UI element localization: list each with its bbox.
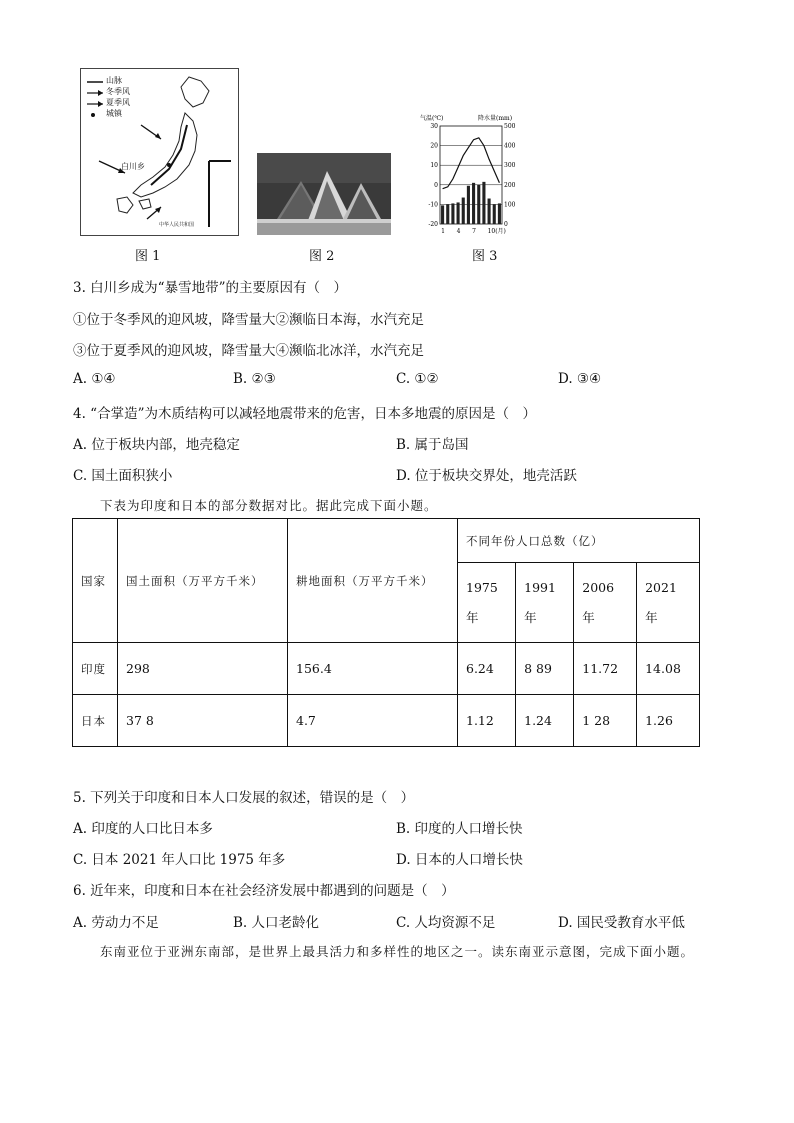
question-6-option-c[interactable]: C. 人均资源不足 (396, 915, 496, 931)
question-3-option-a[interactable]: A. ①④ (73, 371, 116, 387)
cell-population: 1.24 (516, 695, 574, 747)
left-tick-label: -10 (428, 201, 438, 209)
place-label-shirakawa: 白川乡 (121, 162, 145, 171)
precipitation-bar (498, 203, 501, 224)
table-row-japan (73, 695, 700, 747)
cell-arable-area: 4.7 (288, 695, 458, 747)
precipitation-bar (493, 204, 496, 224)
question-3-option-c[interactable]: C. ①② (396, 371, 439, 387)
table-row-india (73, 643, 700, 695)
precipitation-bar (446, 204, 449, 224)
question-3-statement-1: ①位于冬季风的迎风坡，降雪量大②濒临日本海，水汽充足 (73, 312, 424, 328)
right-tick-label: 400 (504, 142, 516, 150)
question-6-stem: 6. 近年来，印度和日本在社会经济发展中都遇到的问题是（ ） (73, 883, 455, 899)
header-year: 1991 年 (516, 563, 574, 643)
left-axis-label: 气温(℃) (420, 115, 444, 122)
cell-population: 14.08 (637, 643, 700, 695)
data-table (72, 518, 700, 747)
legend-town: 城镇 (106, 109, 122, 118)
cell-population: 1 28 (574, 695, 637, 747)
cell-population: 8 89 (516, 643, 574, 695)
right-tick-label: 300 (504, 162, 516, 170)
precipitation-bar (467, 186, 470, 224)
precipitation-bar (462, 198, 465, 224)
question-6-option-b[interactable]: B. 人口老龄化 (233, 915, 320, 931)
header-year: 2021 年 (637, 563, 700, 643)
cell-country: 印度 (73, 643, 118, 695)
right-axis-label: 降水量(mm) (478, 115, 513, 122)
question-5-option-a[interactable]: A. 印度的人口比日本多 (73, 821, 213, 837)
left-tick-label: 20 (430, 142, 438, 150)
header-land-area: 国土面积（万平方千米） (118, 519, 288, 643)
figure-3-caption: 图 3 (472, 249, 498, 264)
figures-row (80, 68, 530, 268)
question-5-option-d[interactable]: D. 日本的人口增长快 (396, 852, 523, 868)
figure-1-caption: 图 1 (135, 249, 161, 264)
precipitation-bar (451, 203, 454, 224)
cell-population: 11.72 (574, 643, 637, 695)
precipitation-bar (472, 183, 475, 224)
question-5-option-b[interactable]: B. 印度的人口增长快 (396, 821, 523, 837)
question-4-option-d[interactable]: D. 位于板块交界处，地壳活跃 (396, 468, 577, 484)
question-3-statement-2: ③位于夏季风的迎风坡，降雪量大④濒临北冰洋，水汽充足 (73, 343, 424, 359)
cell-population: 1.26 (637, 695, 700, 747)
left-tick-label: 10 (430, 162, 438, 170)
header-arable-area: 耕地面积（万平方千米） (288, 519, 458, 643)
cell-population: 1.12 (458, 695, 516, 747)
x-tick-label: 4 (456, 228, 461, 235)
cell-land-area: 37 8 (118, 695, 288, 747)
left-tick-label: 0 (434, 181, 438, 189)
gassho-photo (257, 153, 391, 235)
southeast-asia-intro: 东南亚位于亚洲东南部，是世界上最具活力和多样性的地区之一。读东南亚示意图，完成下面小题。 (100, 944, 695, 959)
question-4-option-c[interactable]: C. 国土面积狭小 (73, 468, 173, 484)
table-header-row (73, 519, 700, 563)
precipitation-bar (488, 199, 491, 224)
header-population: 不同年份人口总数（亿） (458, 519, 700, 563)
legend-summer-monsoon: 夏季风 (106, 98, 130, 107)
table-intro: 下表为印度和日本的部分数据对比。据此完成下面小题。 (100, 498, 438, 513)
cell-arable-area: 156.4 (288, 643, 458, 695)
question-5-option-c[interactable]: C. 日本 2021 年人口比 1975 年多 (73, 852, 286, 868)
figure-2-caption: 图 2 (309, 249, 335, 264)
left-tick-label: 30 (430, 123, 438, 130)
cell-land-area: 298 (118, 643, 288, 695)
question-3-stem: 3. 白川乡成为“暴雪地带”的主要原因有（ ） (73, 280, 347, 296)
question-5-stem: 5. 下列关于印度和日本人口发展的叙述，错误的是（ ） (73, 790, 415, 806)
small-label: 中华人民共和国 (159, 222, 195, 228)
cell-country: 日本 (73, 695, 118, 747)
precipitation-bar (457, 202, 460, 224)
question-4-option-b[interactable]: B. 属于岛国 (396, 437, 469, 453)
precipitation-bar (482, 182, 485, 224)
right-tick-label: 200 (504, 181, 516, 189)
japan-map-drawing (81, 69, 238, 235)
header-year: 1975 年 (458, 563, 516, 643)
precipitation-bar (477, 185, 480, 224)
question-4-option-a[interactable]: A. 位于板块内部，地壳稳定 (73, 437, 240, 453)
legend-winter-monsoon: 冬季风 (106, 87, 130, 96)
question-6-option-a[interactable]: A. 劳动力不足 (73, 915, 159, 931)
header-year: 2006 年 (574, 563, 637, 643)
gassho-houses-drawing (257, 153, 391, 235)
question-3-option-b[interactable]: B. ②③ (233, 371, 276, 387)
x-tick-label: 7 (472, 228, 476, 235)
header-country: 国家 (73, 519, 118, 643)
climate-chart (420, 112, 525, 240)
question-4-stem: 4. “合掌造”为木质结构可以减轻地震带来的危害，日本多地震的原因是（ ） (73, 406, 536, 422)
x-tick-label: 10(月) (487, 228, 506, 235)
x-tick-label: 1 (441, 228, 445, 235)
precipitation-bar (441, 205, 444, 224)
question-3-option-d[interactable]: D. ③④ (558, 371, 602, 387)
legend-mountain: 山脉 (106, 76, 122, 85)
question-6-option-d[interactable]: D. 国民受教育水平低 (558, 915, 685, 931)
right-tick-label: 100 (504, 201, 516, 209)
left-tick-label: -20 (428, 221, 438, 228)
right-tick-label: 0 (504, 221, 508, 228)
climate-chart-svg (420, 112, 525, 240)
cell-population: 6.24 (458, 643, 516, 695)
right-tick-label: 500 (504, 123, 516, 130)
japan-map (80, 68, 239, 236)
